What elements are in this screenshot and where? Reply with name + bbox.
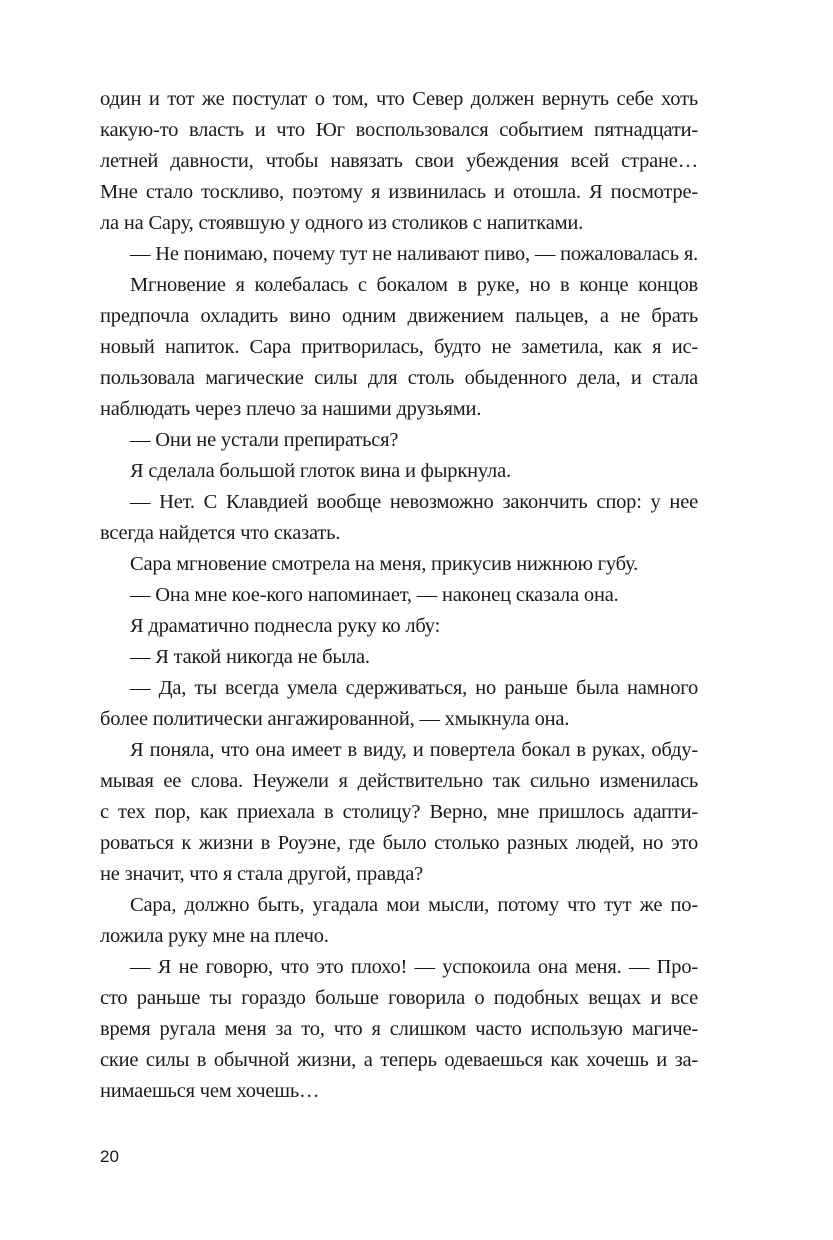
text-line: — Не понимаю, почему тут не наливают пиво, — пожаловалась я. (130, 243, 698, 265)
text-line: Я сделала большой глоток вина и фыркнула. (130, 460, 511, 482)
text-line: наблюдать через плечо за нашими друзьями. (100, 398, 482, 420)
text-line: Мне стало тоскливо, поэтому я извинилась и отошла. Я посмотре- (100, 181, 698, 203)
page-number: 20 (100, 1147, 119, 1166)
text-line: какую-то власть и что Юг воспользовался событием пятнадцати- (100, 119, 698, 141)
body-text (100, 84, 698, 1107)
text-line: Я поняла, что она имеет в виду, и повертела бокал в руках, обду- (130, 739, 698, 761)
text-line: Я драматично поднесла руку ко лбу: (130, 615, 441, 637)
text-line: пользовала магические силы для столь обыденного дела, и стала (100, 367, 698, 389)
text-line: ложила руку мне на плечо. (100, 925, 329, 947)
text-line: всегда найдется что сказать. (100, 522, 341, 544)
text-line: летней давности, чтобы навязать свои убеждения всей стране… (100, 150, 698, 172)
text-line: нимаешься чем хочешь… (100, 1080, 320, 1102)
text-line: время ругала меня за то, что я слишком часто использую магиче- (100, 1018, 698, 1040)
text-line: — Они не устали препираться? (130, 429, 399, 451)
text-line: — Я такой никогда не была. (130, 646, 370, 668)
text-line: Сара, должно быть, угадала мои мысли, потому что тут же по- (130, 894, 698, 916)
text-line: — Да, ты всегда умела сдерживаться, но раньше была намного (130, 677, 698, 699)
text-line: один и тот же постулат о том, что Север должен вернуть себе хоть (100, 88, 698, 110)
text-line: — Я не говорю, что это плохо! — успокоила она меня. — Про- (130, 956, 698, 978)
text-line: ские силы в обычной жизни, а теперь одеваешься как хочешь и за- (100, 1049, 698, 1071)
text-line: — Она мне кое-кого напоминает, — наконец сказала она. (130, 584, 619, 606)
text-line: новый напиток. Сара притворилась, будто не заметила, как я ис- (100, 336, 698, 358)
text-line: — Нет. С Клавдией вообще невозможно закончить спор: у нее (130, 491, 698, 513)
text-line: мывая ее слова. Неужели я действительно так сильно изменилась (100, 770, 698, 792)
text-line: с тех пор, как приехала в столицу? Верно, мне пришлось адапти- (100, 801, 698, 823)
text-line: ла на Сару, стоявшую у одного из столиков с напитками. (100, 212, 584, 234)
text-line: не значит, что я стала другой, правда? (100, 863, 424, 885)
text-line: Мгновение я колебалась с бокалом в руке, но в конце концов (130, 274, 698, 296)
text-line: Сара мгновение смотрела на меня, прикусив нижнюю губу. (130, 553, 639, 575)
text-line: более политически ангажированной, — хмыкнула она. (100, 708, 570, 730)
text-line: предпочла охладить вино одним движением пальцев, а не брать (100, 305, 698, 327)
text-line: роваться к жизни в Роуэне, где было столько разных людей, но это (100, 832, 698, 854)
text-line: сто раньше ты гораздо больше говорила о подобных вещах и все (100, 987, 698, 1009)
